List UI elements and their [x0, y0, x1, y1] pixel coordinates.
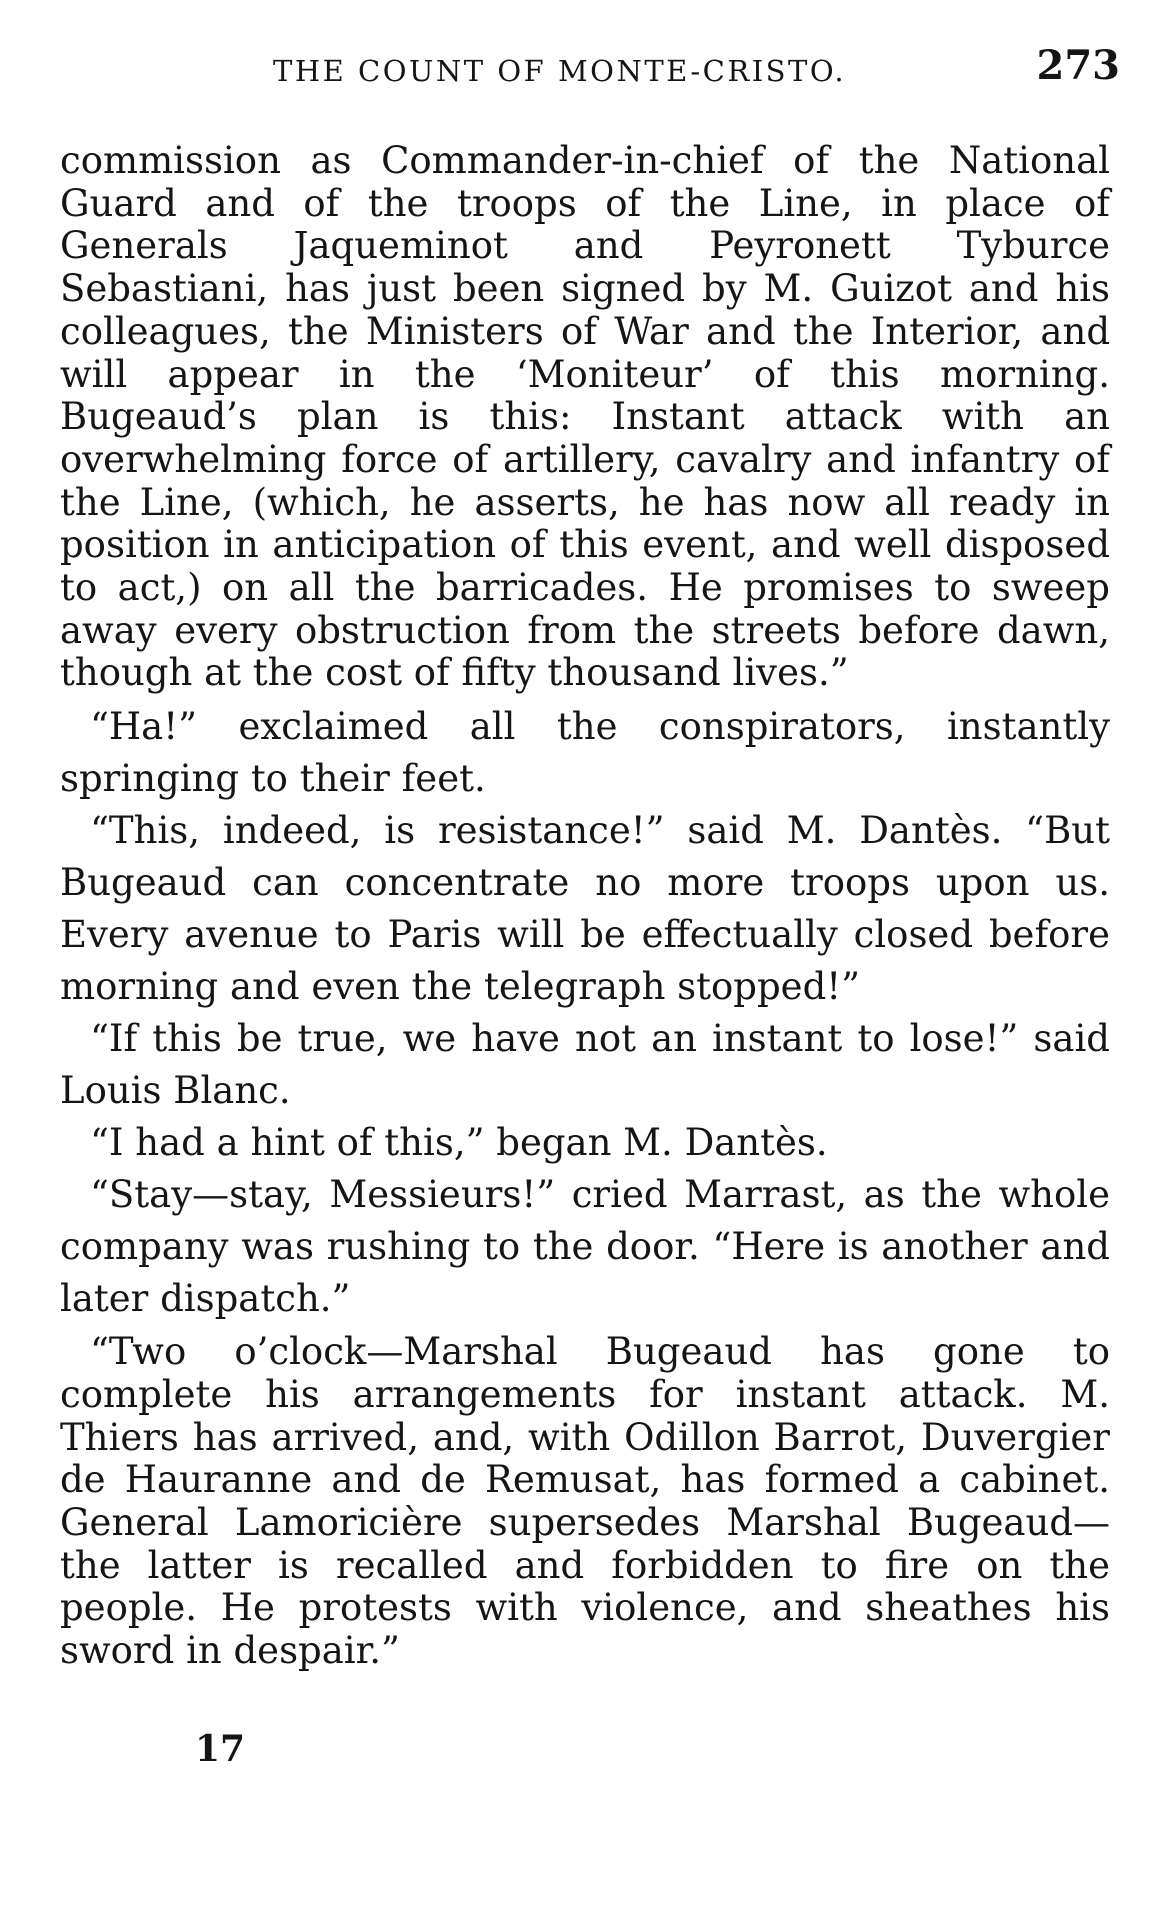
- paragraph-dantes-hint: “I had a hint of this,” began M. Dantès.: [90, 1121, 828, 1165]
- paragraph-dantes-resistance: “This, indeed, is resistance!” said M. Dantès. “But Bugeaud can concentrate no more troops upon us. Every avenue to Paris will be effectually closed before morning and even the telegraph stopped!”: [60, 809, 1110, 1009]
- paragraph-marrast-stay: “Stay—stay, Messieurs!” cried Marrast, as the whole company was rushing to the door. “Here is another and later dispatch.”: [60, 1173, 1110, 1321]
- page-number: 273: [1036, 42, 1120, 89]
- signature-mark: 17: [195, 1728, 246, 1770]
- paragraph-conspirators-exclaim: “Ha!” exclaimed all the conspirators, instantly springing to their feet.: [60, 705, 1110, 801]
- running-title: THE COUNT OF MONTE-CRISTO.: [273, 54, 847, 88]
- paragraph-later-dispatch: “Two o’clock—Marshal Bugeaud has gone to complete his arrangements for instant attack. M. Thiers has arrived, and, with Odillon Barrot, Duvergier de Hauranne and de Remusat, has formed a cabinet. General Lamoricière supersedes Marshal Bugeaud—the latter is recalled and forbidden to fire on the people. He protests with violence, and sheathes his sword in despair.”: [60, 1330, 1110, 1673]
- paragraph-dispatch-continued: commission as Commander-in-chief of the National Guard and of the troops of the Line, in place of Generals Jaqueminot and Peyronett Tyburce Sebastiani, has just been signed by M. Guizot and his colleagues, the Ministers of War and the Interior, and will appear in the ‘Moniteur’ of this morning. Bugeaud’s plan is this: Instant attack with an overwhelming force of artillery, cavalry and infantry of the Line, (which, he asserts, he has now all ready in position in anticipation of this event, and well disposed to act,) on all the barricades. He promises to sweep away every obstruction from the streets before dawn, though at the cost of fifty thousand lives.”: [60, 139, 1110, 695]
- paragraph-louis-blanc: “If this be true, we have not an instant to lose!” said Louis Blanc.: [60, 1017, 1110, 1113]
- running-header: [60, 42, 1120, 92]
- body-text: [60, 140, 1110, 1673]
